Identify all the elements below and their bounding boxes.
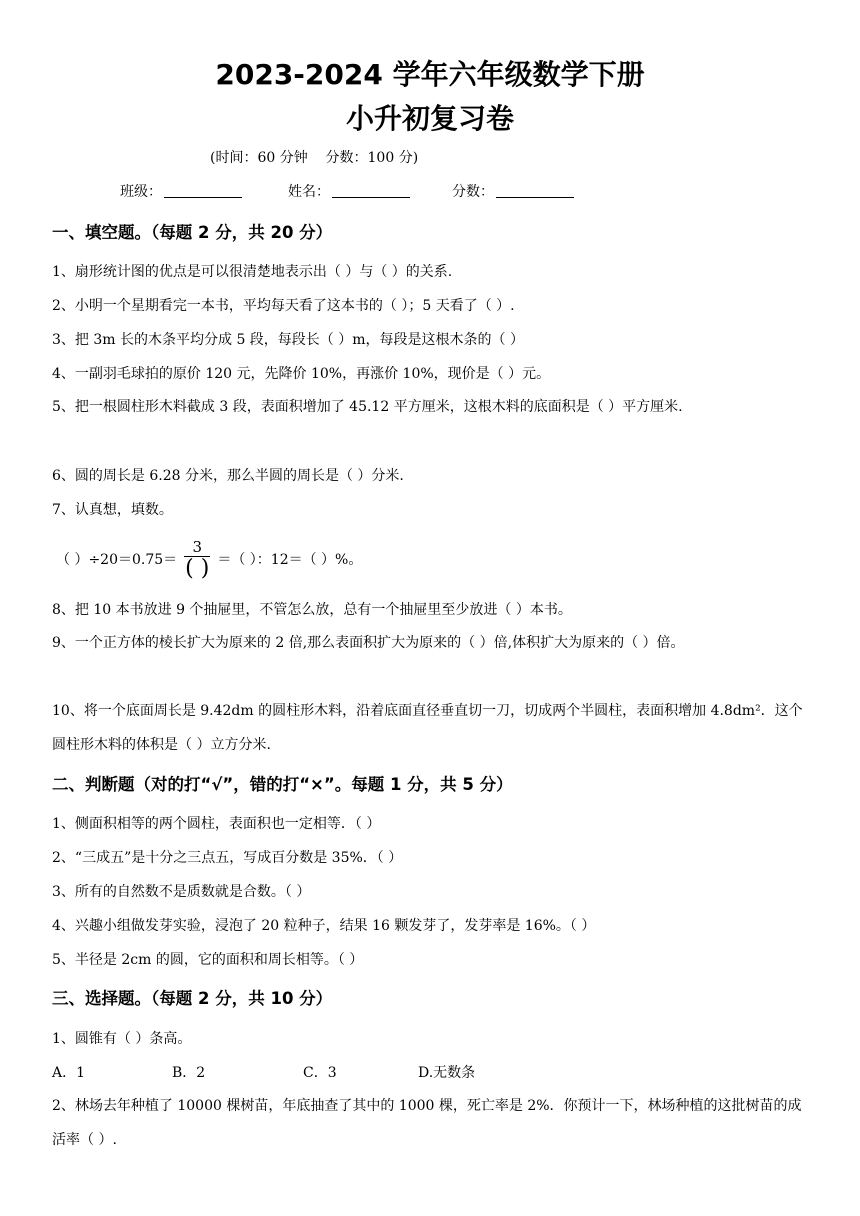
s2-question-1: 1、侧面积相等的两个圆柱，表面积也一定相等．（ ） [52,816,381,832]
name-label: 姓名： [288,184,330,200]
equation-left: （ ）÷20＝0.75＝ [56,552,178,568]
s1-question-6: 6、圆的周长是 6.28 分米，那么半圆的周长是（ ）分米. [52,468,404,484]
s3-q1-option-c[interactable]: C．3 [303,1065,337,1081]
s1-question-1: 1、扇形统计图的优点是可以很清楚地表示出（ ）与（ ）的关系. [52,264,453,280]
fraction-denominator: ( ) [185,555,210,581]
fraction-numerator: 3 [184,538,210,557]
s1-question-4: 4、一副羽毛球拍的原价 120 元，先降价 10%，再涨价 10%，现价是（ ）元。 [52,366,551,382]
name-field [288,181,410,203]
fraction [181,538,213,581]
s3-question-1: 1、圆锥有（ ）条高。 [52,1031,192,1047]
equation-right: ＝（ ）：12＝（ ）%。 [217,552,363,568]
class-blank[interactable] [164,183,242,198]
s2-question-3: 3、所有的自然数不是质数就是合数。（ ） [52,884,311,900]
section2-heading: 二、判断题（对的打“√”，错的打“×”。每题 1 分，共 5 分） [52,775,513,794]
s2-question-5: 5、半径是 2cm 的圆，它的面积和周长相等。（ ） [52,952,364,968]
s3-q1-option-d[interactable]: D.无数条 [418,1065,476,1081]
section3-heading: 三、选择题。（每题 2 分，共 10 分） [52,989,333,1008]
s3-q1-option-b[interactable]: B．2 [172,1065,206,1081]
s3-q1-option-a[interactable]: A．1 [52,1065,86,1081]
s2-question-2: 2、“三成五”是十分之三点五，写成百分数是 35%．（ ） [52,850,403,866]
score-blank[interactable] [496,183,574,198]
class-field [120,181,242,203]
exam-title-line1: 2023-2024 学年六年级数学下册 [215,58,645,91]
s1-question-2: 2、小明一个星期看完一本书，平均每天看了这本书的（ ）；5 天看了（ ）. [52,298,515,314]
s1-question-7-equation [56,536,362,582]
s3-question-2: 2、林场去年种植了 10000 棵树苗，年底抽查了其中的 1000 棵，死亡率是 2%．你预计一下，林场种植的这批树苗的成活率（ ）. [52,1098,802,1148]
s2-question-4: 4、兴趣小组做发芽实验，浸泡了 20 粒种子，结果 16 颗发芽了，发芽率是 16%。（ ） [52,918,596,934]
s1-question-8: 8、把 10 本书放进 9 个抽屉里，不管怎么放，总有一个抽屉里至少放进（ ）本书。 [52,602,572,618]
exam-meta: (时间：60 分钟 分数：100 分) [210,150,419,166]
s1-question-10: 10、将一个底面周长是 9.42dm 的圆柱形木料，沿着底面直径垂直切一刀，切成两个半圆柱，表面积增加 4.8dm²．这个圆柱形木料的体积是（ ）立方分米. [52,703,803,753]
name-blank[interactable] [332,183,410,198]
score-field [452,181,574,203]
class-label: 班级： [120,184,162,200]
section1-heading: 一、填空题。（每题 2 分，共 20 分） [52,223,333,242]
s1-question-3: 3、把 3m 长的木条平均分成 5 段，每段长（ ）m，每段是这根木条的（ ） [52,332,524,348]
s1-question-9: 9、一个正方体的棱长扩大为原来的 2 倍,那么表面积扩大为原来的（ ）倍,体积扩大为原来的（ ）倍。 [52,635,685,651]
s1-question-7: 7、认真想，填数。 [52,502,173,518]
score-label: 分数： [452,184,494,200]
exam-title-line2: 小升初复习卷 [345,102,514,135]
s1-question-5: 5、把一根圆柱形木料截成 3 段，表面积增加了 45.12 平方厘米，这根木料的底面积是（ ）平方厘米. [52,399,683,415]
